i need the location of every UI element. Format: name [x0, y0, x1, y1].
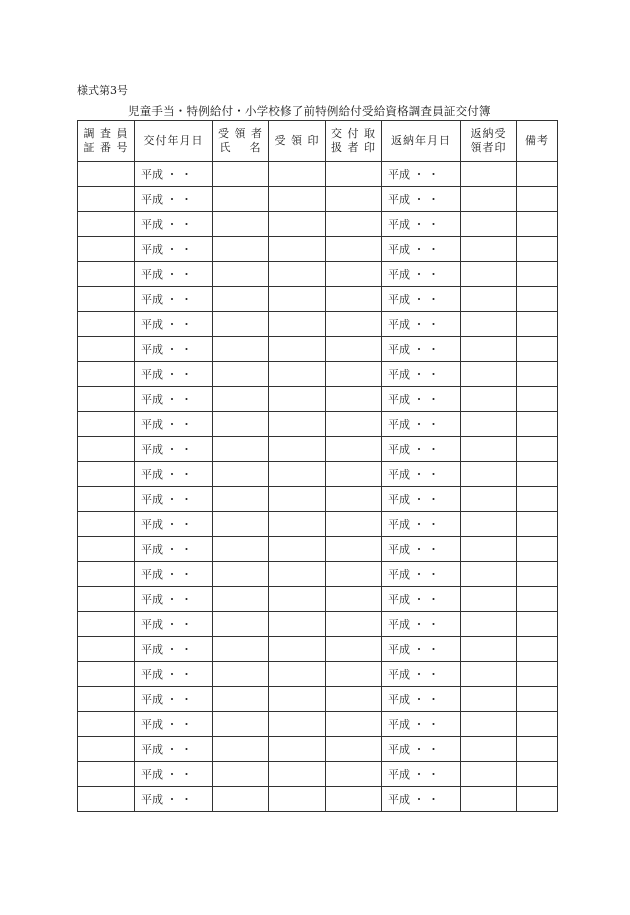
cell-issue-date: 平成 ・ ・ [135, 637, 213, 662]
cell-receipt-seal[interactable] [269, 762, 326, 787]
table-row [78, 787, 558, 812]
cell-return-receiver-seal[interactable] [461, 662, 517, 687]
cell-id-number[interactable] [78, 737, 135, 762]
header-return-date: 返納年月日 [382, 121, 461, 162]
cell-recipient-name[interactable] [213, 412, 269, 437]
cell-id-number[interactable] [78, 687, 135, 712]
cell-return-date: 平成 ・ ・ [382, 487, 461, 512]
cell-issuer-seal[interactable] [326, 462, 382, 487]
cell-recipient-name[interactable] [213, 537, 269, 562]
cell-issue-date: 平成 ・ ・ [135, 187, 213, 212]
table-row [78, 562, 558, 587]
cell-issuer-seal[interactable] [326, 287, 382, 312]
cell-recipient-name[interactable] [213, 262, 269, 287]
table-row [78, 637, 558, 662]
cell-return-date: 平成 ・ ・ [382, 662, 461, 687]
table-row [78, 462, 558, 487]
table-row [78, 187, 558, 212]
cell-return-receiver-seal[interactable] [461, 537, 517, 562]
table-row [78, 387, 558, 412]
table-row [78, 312, 558, 337]
cell-issue-date: 平成 ・ ・ [135, 787, 213, 812]
cell-issuer-seal[interactable] [326, 362, 382, 387]
cell-remarks[interactable] [517, 537, 558, 562]
cell-return-receiver-seal[interactable] [461, 312, 517, 337]
cell-return-receiver-seal[interactable] [461, 587, 517, 612]
cell-remarks[interactable] [517, 462, 558, 487]
document-title: 児童手当・特例給付・小学校修了前特例給付受給資格調査員証交付簿 [128, 104, 491, 118]
cell-id-number[interactable] [78, 212, 135, 237]
cell-remarks[interactable] [517, 337, 558, 362]
table-body [78, 162, 558, 812]
cell-recipient-name[interactable] [213, 487, 269, 512]
cell-id-number[interactable] [78, 637, 135, 662]
cell-return-receiver-seal[interactable] [461, 362, 517, 387]
table-row [78, 487, 558, 512]
cell-recipient-name[interactable] [213, 587, 269, 612]
cell-return-date: 平成 ・ ・ [382, 612, 461, 637]
cell-issuer-seal[interactable] [326, 587, 382, 612]
cell-id-number[interactable] [78, 762, 135, 787]
cell-issuer-seal[interactable] [326, 212, 382, 237]
cell-recipient-name[interactable] [213, 687, 269, 712]
cell-return-receiver-seal[interactable] [461, 262, 517, 287]
cell-id-number[interactable] [78, 787, 135, 812]
cell-return-date: 平成 ・ ・ [382, 287, 461, 312]
table-row [78, 737, 558, 762]
cell-issuer-seal[interactable] [326, 762, 382, 787]
cell-id-number[interactable] [78, 537, 135, 562]
table-row [78, 337, 558, 362]
cell-id-number[interactable] [78, 462, 135, 487]
header-issuer-seal: 交 付 取 扱 者 印 [326, 121, 382, 162]
header-issue-date: 交付年月日 [135, 121, 213, 162]
cell-id-number[interactable] [78, 487, 135, 512]
cell-return-date: 平成 ・ ・ [382, 537, 461, 562]
cell-recipient-name[interactable] [213, 512, 269, 537]
cell-id-number[interactable] [78, 362, 135, 387]
form-number-label: 様式第3号 [77, 84, 128, 97]
cell-remarks[interactable] [517, 162, 558, 187]
cell-receipt-seal[interactable] [269, 612, 326, 637]
cell-return-receiver-seal[interactable] [461, 737, 517, 762]
cell-remarks[interactable] [517, 637, 558, 662]
cell-issue-date: 平成 ・ ・ [135, 487, 213, 512]
cell-issue-date: 平成 ・ ・ [135, 412, 213, 437]
cell-issue-date: 平成 ・ ・ [135, 387, 213, 412]
cell-issue-date: 平成 ・ ・ [135, 537, 213, 562]
cell-recipient-name[interactable] [213, 387, 269, 412]
cell-recipient-name[interactable] [213, 712, 269, 737]
cell-id-number[interactable] [78, 662, 135, 687]
cell-issuer-seal[interactable] [326, 737, 382, 762]
cell-receipt-seal[interactable] [269, 712, 326, 737]
cell-receipt-seal[interactable] [269, 337, 326, 362]
cell-recipient-name[interactable] [213, 162, 269, 187]
cell-return-receiver-seal[interactable] [461, 562, 517, 587]
table-row [78, 687, 558, 712]
cell-issuer-seal[interactable] [326, 562, 382, 587]
cell-remarks[interactable] [517, 787, 558, 812]
cell-id-number[interactable] [78, 337, 135, 362]
cell-return-date: 平成 ・ ・ [382, 787, 461, 812]
cell-receipt-seal[interactable] [269, 387, 326, 412]
cell-remarks[interactable] [517, 237, 558, 262]
cell-return-receiver-seal[interactable] [461, 162, 517, 187]
cell-receipt-seal[interactable] [269, 537, 326, 562]
cell-issuer-seal[interactable] [326, 637, 382, 662]
table-row [78, 712, 558, 737]
cell-issue-date: 平成 ・ ・ [135, 362, 213, 387]
cell-issuer-seal[interactable] [326, 612, 382, 637]
cell-return-date: 平成 ・ ・ [382, 712, 461, 737]
cell-return-receiver-seal[interactable] [461, 762, 517, 787]
cell-return-receiver-seal[interactable] [461, 612, 517, 637]
cell-receipt-seal[interactable] [269, 487, 326, 512]
cell-return-date: 平成 ・ ・ [382, 437, 461, 462]
cell-remarks[interactable] [517, 487, 558, 512]
cell-remarks[interactable] [517, 562, 558, 587]
header-remarks: 備考 [517, 121, 558, 162]
cell-issue-date: 平成 ・ ・ [135, 662, 213, 687]
cell-return-date: 平成 ・ ・ [382, 587, 461, 612]
cell-return-date: 平成 ・ ・ [382, 737, 461, 762]
cell-issuer-seal[interactable] [326, 787, 382, 812]
cell-recipient-name[interactable] [213, 612, 269, 637]
cell-recipient-name[interactable] [213, 662, 269, 687]
cell-id-number[interactable] [78, 162, 135, 187]
cell-recipient-name[interactable] [213, 312, 269, 337]
cell-issuer-seal[interactable] [326, 712, 382, 737]
cell-receipt-seal[interactable] [269, 662, 326, 687]
cell-issuer-seal[interactable] [326, 237, 382, 262]
cell-issue-date: 平成 ・ ・ [135, 262, 213, 287]
cell-recipient-name[interactable] [213, 787, 269, 812]
cell-issuer-seal[interactable] [326, 337, 382, 362]
cell-return-date: 平成 ・ ・ [382, 212, 461, 237]
cell-issue-date: 平成 ・ ・ [135, 612, 213, 637]
table-row [78, 512, 558, 537]
cell-issuer-seal[interactable] [326, 162, 382, 187]
cell-remarks[interactable] [517, 287, 558, 312]
cell-issue-date: 平成 ・ ・ [135, 462, 213, 487]
cell-remarks[interactable] [517, 312, 558, 337]
cell-recipient-name[interactable] [213, 212, 269, 237]
cell-return-date: 平成 ・ ・ [382, 512, 461, 537]
cell-return-receiver-seal[interactable] [461, 412, 517, 437]
cell-return-date: 平成 ・ ・ [382, 237, 461, 262]
cell-issuer-seal[interactable] [326, 687, 382, 712]
header-id-number: 調 査 員 証 番 号 [78, 121, 135, 162]
table-row [78, 587, 558, 612]
cell-issuer-seal[interactable] [326, 662, 382, 687]
table-row [78, 237, 558, 262]
cell-id-number[interactable] [78, 612, 135, 637]
cell-issuer-seal[interactable] [326, 312, 382, 337]
table-row [78, 612, 558, 637]
cell-recipient-name[interactable] [213, 437, 269, 462]
cell-issue-date: 平成 ・ ・ [135, 587, 213, 612]
cell-return-date: 平成 ・ ・ [382, 462, 461, 487]
cell-return-receiver-seal[interactable] [461, 212, 517, 237]
cell-recipient-name[interactable] [213, 362, 269, 387]
cell-issue-date: 平成 ・ ・ [135, 687, 213, 712]
cell-issuer-seal[interactable] [326, 437, 382, 462]
header-receipt-seal: 受 領 印 [269, 121, 326, 162]
cell-return-receiver-seal[interactable] [461, 237, 517, 262]
cell-receipt-seal[interactable] [269, 162, 326, 187]
cell-receipt-seal[interactable] [269, 262, 326, 287]
cell-id-number[interactable] [78, 562, 135, 587]
cell-remarks[interactable] [517, 262, 558, 287]
cell-return-receiver-seal[interactable] [461, 287, 517, 312]
cell-issue-date: 平成 ・ ・ [135, 162, 213, 187]
cell-return-date: 平成 ・ ・ [382, 362, 461, 387]
cell-receipt-seal[interactable] [269, 512, 326, 537]
cell-issue-date: 平成 ・ ・ [135, 712, 213, 737]
table-row [78, 212, 558, 237]
cell-id-number[interactable] [78, 587, 135, 612]
cell-receipt-seal[interactable] [269, 737, 326, 762]
cell-id-number[interactable] [78, 312, 135, 337]
cell-return-receiver-seal[interactable] [461, 387, 517, 412]
cell-return-date: 平成 ・ ・ [382, 187, 461, 212]
cell-receipt-seal[interactable] [269, 312, 326, 337]
cell-receipt-seal[interactable] [269, 437, 326, 462]
cell-recipient-name[interactable] [213, 187, 269, 212]
cell-remarks[interactable] [517, 512, 558, 537]
cell-issue-date: 平成 ・ ・ [135, 237, 213, 262]
cell-remarks[interactable] [517, 712, 558, 737]
cell-return-date: 平成 ・ ・ [382, 387, 461, 412]
table-row [78, 437, 558, 462]
table-row [78, 662, 558, 687]
table-row [78, 162, 558, 187]
cell-remarks[interactable] [517, 687, 558, 712]
cell-return-receiver-seal[interactable] [461, 437, 517, 462]
cell-return-receiver-seal[interactable] [461, 787, 517, 812]
cell-issue-date: 平成 ・ ・ [135, 762, 213, 787]
header-return-receiver-seal: 返納受 領者印 [461, 121, 517, 162]
table-header-row [78, 121, 558, 162]
cell-recipient-name[interactable] [213, 562, 269, 587]
cell-issue-date: 平成 ・ ・ [135, 212, 213, 237]
cell-receipt-seal[interactable] [269, 412, 326, 437]
cell-remarks[interactable] [517, 612, 558, 637]
cell-return-date: 平成 ・ ・ [382, 312, 461, 337]
cell-remarks[interactable] [517, 187, 558, 212]
cell-issue-date: 平成 ・ ・ [135, 437, 213, 462]
cell-return-receiver-seal[interactable] [461, 187, 517, 212]
cell-issue-date: 平成 ・ ・ [135, 737, 213, 762]
cell-id-number[interactable] [78, 412, 135, 437]
table-row [78, 762, 558, 787]
cell-recipient-name[interactable] [213, 737, 269, 762]
cell-return-receiver-seal[interactable] [461, 687, 517, 712]
cell-remarks[interactable] [517, 587, 558, 612]
header-recipient-name: 受 領 者 氏 名 [213, 121, 269, 162]
cell-return-date: 平成 ・ ・ [382, 637, 461, 662]
cell-return-receiver-seal[interactable] [461, 487, 517, 512]
cell-receipt-seal[interactable] [269, 562, 326, 587]
cell-id-number[interactable] [78, 237, 135, 262]
cell-issuer-seal[interactable] [326, 512, 382, 537]
cell-remarks[interactable] [517, 737, 558, 762]
cell-issue-date: 平成 ・ ・ [135, 337, 213, 362]
cell-id-number[interactable] [78, 437, 135, 462]
cell-receipt-seal[interactable] [269, 362, 326, 387]
cell-recipient-name[interactable] [213, 287, 269, 312]
cell-return-receiver-seal[interactable] [461, 337, 517, 362]
cell-return-date: 平成 ・ ・ [382, 162, 461, 187]
cell-id-number[interactable] [78, 712, 135, 737]
cell-return-receiver-seal[interactable] [461, 712, 517, 737]
cell-id-number[interactable] [78, 387, 135, 412]
cell-receipt-seal[interactable] [269, 462, 326, 487]
cell-issuer-seal[interactable] [326, 387, 382, 412]
cell-issuer-seal[interactable] [326, 187, 382, 212]
cell-receipt-seal[interactable] [269, 212, 326, 237]
issuance-ledger-table [77, 120, 558, 812]
cell-return-date: 平成 ・ ・ [382, 687, 461, 712]
cell-issuer-seal[interactable] [326, 262, 382, 287]
cell-issue-date: 平成 ・ ・ [135, 562, 213, 587]
cell-receipt-seal[interactable] [269, 587, 326, 612]
cell-remarks[interactable] [517, 412, 558, 437]
cell-receipt-seal[interactable] [269, 637, 326, 662]
cell-return-date: 平成 ・ ・ [382, 412, 461, 437]
cell-recipient-name[interactable] [213, 637, 269, 662]
cell-return-receiver-seal[interactable] [461, 637, 517, 662]
cell-return-date: 平成 ・ ・ [382, 262, 461, 287]
cell-remarks[interactable] [517, 387, 558, 412]
cell-recipient-name[interactable] [213, 762, 269, 787]
cell-remarks[interactable] [517, 212, 558, 237]
table-row [78, 262, 558, 287]
cell-receipt-seal[interactable] [269, 287, 326, 312]
cell-return-receiver-seal[interactable] [461, 462, 517, 487]
cell-id-number[interactable] [78, 262, 135, 287]
cell-id-number[interactable] [78, 512, 135, 537]
cell-issuer-seal[interactable] [326, 412, 382, 437]
table-row [78, 362, 558, 387]
cell-recipient-name[interactable] [213, 462, 269, 487]
cell-recipient-name[interactable] [213, 337, 269, 362]
cell-return-date: 平成 ・ ・ [382, 337, 461, 362]
cell-remarks[interactable] [517, 662, 558, 687]
cell-remarks[interactable] [517, 362, 558, 387]
cell-id-number[interactable] [78, 287, 135, 312]
cell-receipt-seal[interactable] [269, 787, 326, 812]
cell-issuer-seal[interactable] [326, 487, 382, 512]
table-row [78, 287, 558, 312]
cell-recipient-name[interactable] [213, 237, 269, 262]
cell-receipt-seal[interactable] [269, 237, 326, 262]
cell-issue-date: 平成 ・ ・ [135, 512, 213, 537]
cell-return-date: 平成 ・ ・ [382, 762, 461, 787]
table-row [78, 537, 558, 562]
cell-id-number[interactable] [78, 187, 135, 212]
cell-receipt-seal[interactable] [269, 687, 326, 712]
table-row [78, 412, 558, 437]
cell-return-receiver-seal[interactable] [461, 512, 517, 537]
cell-return-date: 平成 ・ ・ [382, 562, 461, 587]
cell-issue-date: 平成 ・ ・ [135, 312, 213, 337]
cell-remarks[interactable] [517, 762, 558, 787]
cell-issuer-seal[interactable] [326, 537, 382, 562]
cell-issue-date: 平成 ・ ・ [135, 287, 213, 312]
cell-receipt-seal[interactable] [269, 187, 326, 212]
cell-remarks[interactable] [517, 437, 558, 462]
